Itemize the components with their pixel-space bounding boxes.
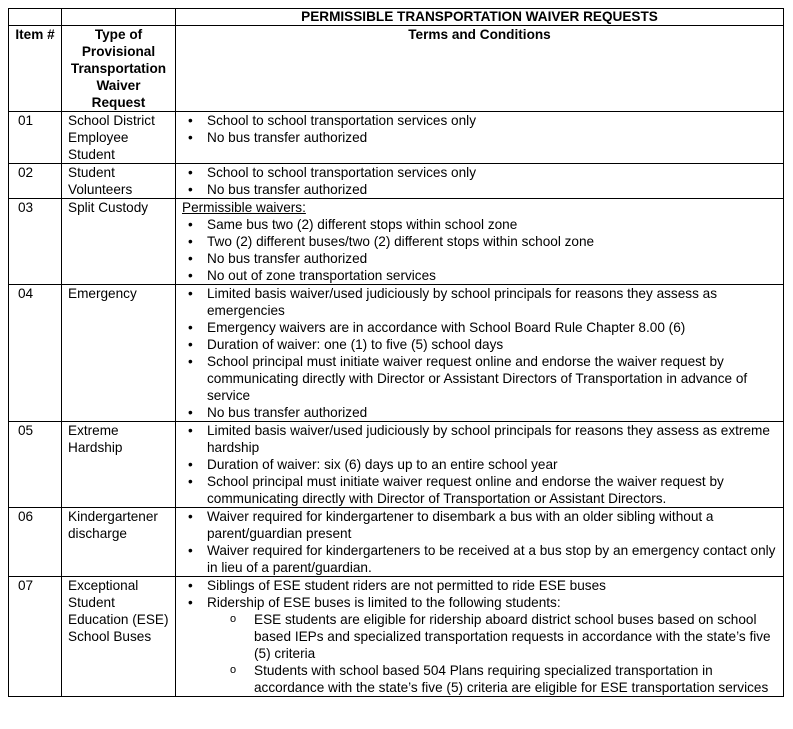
term-bullet: • School to school transportation services only	[182, 112, 777, 129]
terms-cell	[176, 422, 784, 508]
term-bullet: • Siblings of ESE student riders are not permitted to ride ESE buses	[182, 577, 777, 594]
terms-cell	[176, 508, 784, 577]
term-bullet: • Limited basis waiver/used judiciously by school principals for reasons they assess as extreme hardship	[182, 422, 777, 456]
item-number: 03	[9, 199, 62, 285]
term-bullet: • No bus transfer authorized	[182, 250, 777, 267]
term-bullet: • School principal must initiate waiver request online and endorse the waiver request by communicating directly with Director of Transportation or Assistant Directors.	[182, 473, 777, 507]
term-bullet: • No bus transfer authorized	[182, 181, 777, 198]
term-bullet: • No bus transfer authorized	[182, 404, 777, 421]
header-item: Item #	[9, 26, 62, 112]
table-row	[9, 164, 784, 199]
table-row	[9, 508, 784, 577]
table-row	[9, 112, 784, 164]
term-bullet: • Emergency waivers are in accordance with School Board Rule Chapter 8.00 (6)	[182, 319, 777, 336]
waiver-type: Split Custody	[62, 199, 176, 285]
item-number: 06	[9, 508, 62, 577]
blank-cell	[9, 9, 62, 26]
term-bullet: • Two (2) different buses/two (2) different stops within school zone	[182, 233, 777, 250]
waiver-type: Emergency	[62, 285, 176, 422]
term-bullet: • Waiver required for kindergartener to disembark a bus with an older sibling without a parent/guardian present	[182, 508, 777, 542]
waiver-type: School District Employee Student	[62, 112, 176, 164]
term-sub-bullet: o ESE students are eligible for ridership aboard district school buses based on school based IEPs and specialized transportation requests in accordance with the state’s five (5) criteria	[182, 611, 777, 662]
term-bullet: • Waiver required for kindergarteners to be received at a bus stop by an emergency contact only in lieu of a parent/guardian.	[182, 542, 777, 576]
item-number: 07	[9, 577, 62, 697]
term-sub-bullet: o Students with school based 504 Plans requiring specialized transportation in accordance with the state’s five (5) criteria are eligible for ESE transportation services	[182, 662, 777, 696]
term-bullet: • No bus transfer authorized	[182, 129, 777, 146]
blank-cell	[62, 9, 176, 26]
terms-lead: Permissible waivers:	[182, 200, 306, 215]
table-row	[9, 422, 784, 508]
terms-cell	[176, 164, 784, 199]
term-bullet: • School to school transportation services only	[182, 164, 777, 181]
waiver-type: Exceptional Student Education (ESE) School Buses	[62, 577, 176, 697]
item-number: 04	[9, 285, 62, 422]
term-bullet: • School principal must initiate waiver request online and endorse the waiver request by communicating directly with Director or Assistant Directors of Transportation in advance of service	[182, 353, 777, 404]
waiver-requests-table	[8, 8, 784, 697]
term-bullet: • Ridership of ESE buses is limited to the following students:	[182, 594, 777, 611]
waiver-type: Student Volunteers	[62, 164, 176, 199]
waiver-type: Extreme Hardship	[62, 422, 176, 508]
table-row	[9, 285, 784, 422]
table-row	[9, 577, 784, 697]
item-number: 01	[9, 112, 62, 164]
terms-cell	[176, 199, 784, 285]
terms-cell	[176, 112, 784, 164]
item-number: 02	[9, 164, 62, 199]
term-bullet: • Limited basis waiver/used judiciously by school principals for reasons they assess as emergencies	[182, 285, 777, 319]
term-bullet: • Same bus two (2) different stops within school zone	[182, 216, 777, 233]
waiver-type: Kindergartener discharge	[62, 508, 176, 577]
term-bullet: • Duration of waiver: one (1) to five (5) school days	[182, 336, 777, 353]
term-bullet: • No out of zone transportation services	[182, 267, 777, 284]
term-bullet: • Duration of waiver: six (6) days up to an entire school year	[182, 456, 777, 473]
header-type: Type of Provisional Transportation Waiver Request	[62, 26, 176, 112]
title-row	[9, 9, 784, 26]
item-number: 05	[9, 422, 62, 508]
terms-cell	[176, 577, 784, 697]
header-terms: Terms and Conditions	[176, 26, 784, 112]
header-row	[9, 26, 784, 112]
table-title: PERMISSIBLE TRANSPORTATION WAIVER REQUESTS	[176, 9, 784, 26]
terms-cell	[176, 285, 784, 422]
table-row	[9, 199, 784, 285]
